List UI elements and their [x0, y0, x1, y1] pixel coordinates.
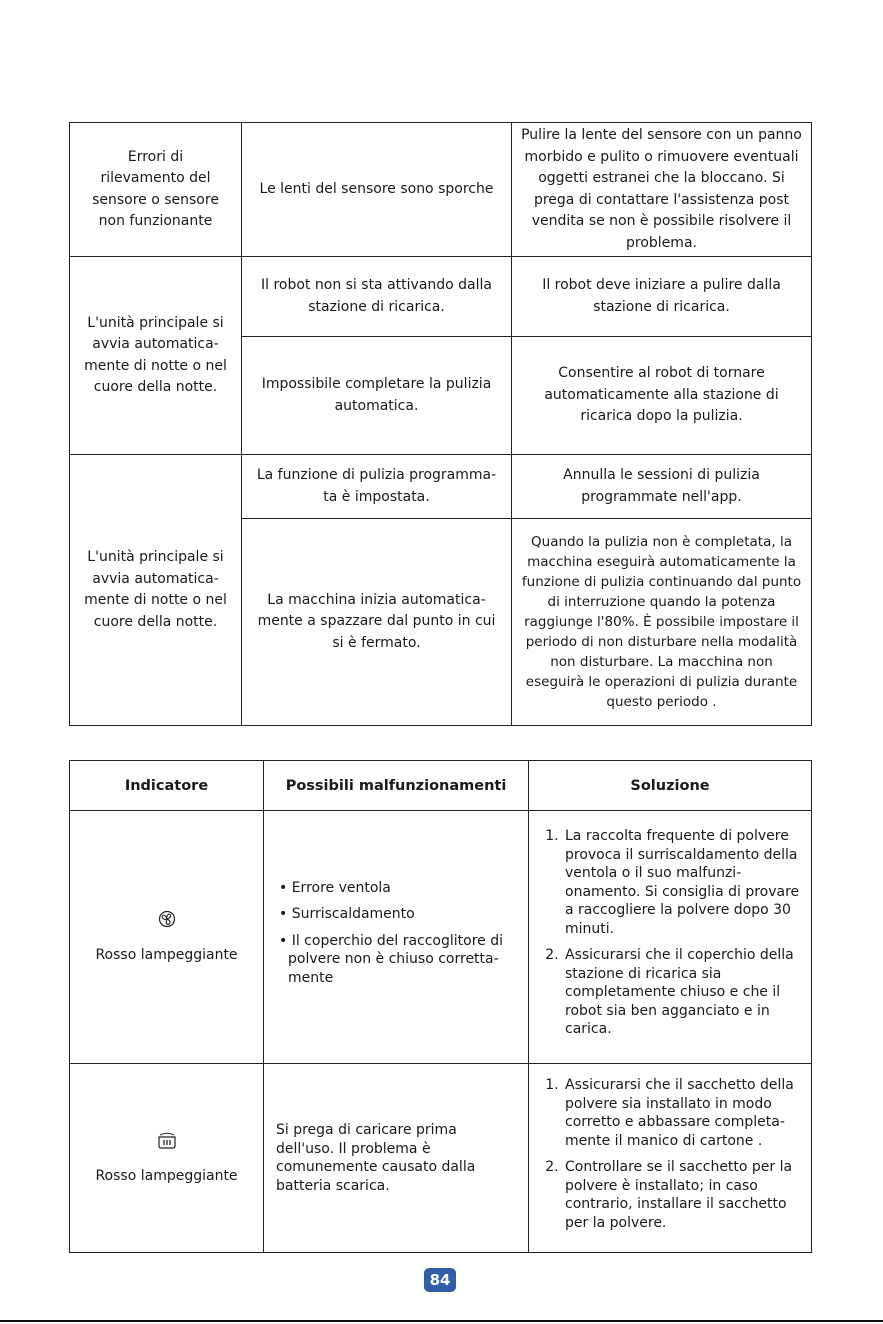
solution-cell: Quando la pulizia non è completata, la macchina eseguirà automaticamente la funzione di pulizia continuando dal punto di interruzione quando la potenza raggiunge l'80%. È possibile impostare il periodo di non disturbare nella modalità non disturbare. La macchina non eseguirà le operazioni di pulizia durante questo periodo .: [512, 519, 812, 726]
solution-item: 2. Controllare se il sacchetto per la polvere è installato; in caso contrario, installare il sacchetto per la polvere.: [563, 1158, 801, 1232]
solution-item: 1. Assicurarsi che il sacchetto della polvere sia installato in modo corretto e abbassare completa-mente il manico di cartone .: [563, 1076, 801, 1150]
header-indicator: Indicatore: [70, 761, 264, 811]
dust-bag-icon: [155, 1131, 179, 1149]
solution-cell: Il robot deve iniziare a pulire dalla stazione di ricarica.: [512, 257, 812, 337]
page-number: 84: [424, 1268, 456, 1292]
malfunction-cell: [264, 1064, 529, 1253]
fan-icon: [155, 910, 179, 928]
cause-cell: Il robot non si sta attivando dalla stazione di ricarica.: [242, 257, 512, 337]
solution-item: 1. La raccolta frequente di polvere provoca il surriscaldamento della ventola o il suo malfunzi-onamento. Si consiglia di provare a raccogliere la polvere dopo 30 minuti.: [563, 827, 801, 938]
solution-cell: [529, 1064, 812, 1253]
cause-cell: Impossibile completare la pulizia automatica.: [242, 337, 512, 455]
solution-cell: Consentire al robot di tornare automaticamente alla stazione di ricarica dopo la pulizia.: [512, 337, 812, 455]
cause-cell: La macchina inizia automatica-mente a spazzare dal punto in cui si è fermato.: [242, 519, 512, 726]
troubleshooting-table-1: [69, 122, 812, 726]
solution-cell: [529, 811, 812, 1064]
malfunction-item: • Errore ventola: [279, 879, 391, 896]
indicator-label: Rosso lampeggiante: [95, 1167, 238, 1184]
bottom-divider: [0, 1320, 883, 1322]
indicator-table: [69, 760, 812, 1253]
malfunction-cell: [264, 811, 529, 1064]
header-solution: Soluzione: [529, 761, 812, 811]
problem-cell: L'unità principale si avvia automatica-mente di notte o nel cuore della notte.: [70, 455, 242, 726]
indicator-cell: [70, 811, 264, 1064]
indicator-cell: [70, 1064, 264, 1253]
cause-cell: La funzione di pulizia programma-ta è impostata.: [242, 455, 512, 519]
malfunction-text: Si prega di caricare prima dell'uso. Il problema è comunemente causato dalla batteria scarica.: [276, 1122, 476, 1194]
header-malfunctions: Possibili malfunzionamenti: [264, 761, 529, 811]
indicator-label: Rosso lampeggiante: [95, 946, 238, 963]
problem-cell: Errori di rilevamento del sensore o sensore non funzionante: [70, 123, 242, 257]
solution-cell: Pulire la lente del sensore con un panno morbido e pulito o rimuovere eventuali oggetti estranei che la bloccano. Si prega di contattare l'assistenza post vendita se non è possibile risolvere il problema.: [512, 123, 812, 257]
solution-cell: Annulla le sessioni di pulizia programmate nell'app.: [512, 455, 812, 519]
problem-cell: L'unità principale si avvia automatica-mente di notte o nel cuore della notte.: [70, 257, 242, 455]
solution-item: 2. Assicurarsi che il coperchio della stazione di ricarica sia completamente chiuso e che il robot sia ben agganciato e in carica.: [563, 946, 801, 1039]
malfunction-item: • Surriscaldamento: [279, 906, 415, 923]
cause-cell: Le lenti del sensore sono sporche: [242, 123, 512, 257]
malfunction-item: • Il coperchio del raccoglitore di polvere non è chiuso corretta-mente: [279, 932, 504, 986]
